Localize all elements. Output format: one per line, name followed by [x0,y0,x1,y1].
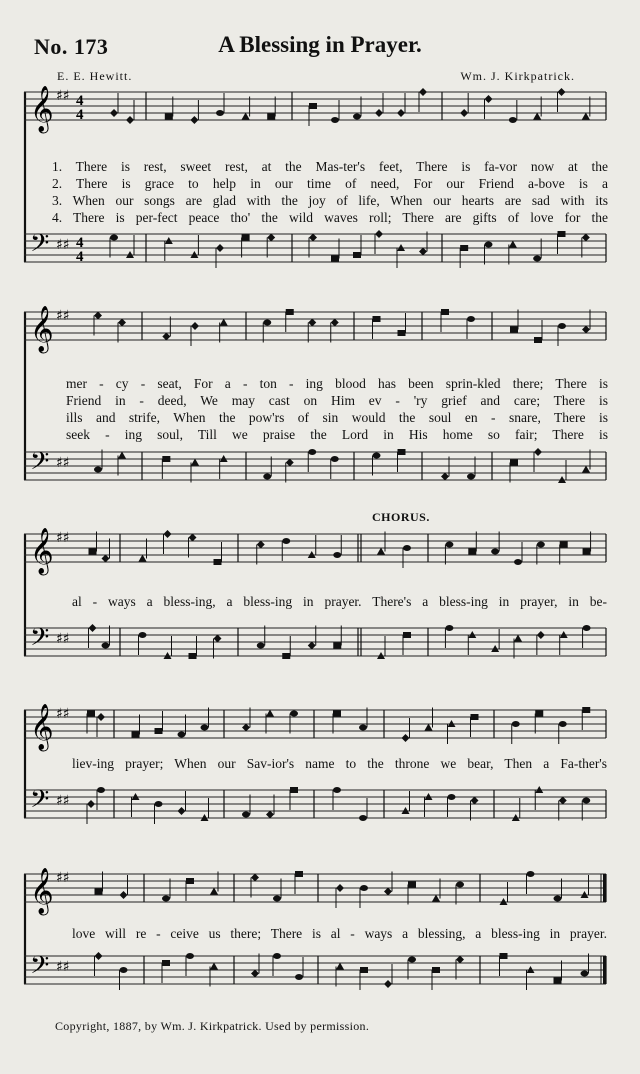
note-head [331,256,339,262]
sharp-icon: ♯♯ [56,959,70,975]
composer-credit: Wm. J. Kirkpatrick. [460,69,575,83]
note-head [178,807,186,815]
note-head [273,953,281,959]
treble-clef-icon: 𝄞 [30,704,54,750]
note-head [308,449,316,455]
note-head [425,724,433,731]
note-head [509,117,517,123]
note-head [191,322,199,330]
note-head [512,721,520,727]
note-head [290,711,298,717]
sharp-icon: ♯♯ [56,870,70,886]
note-head [468,549,476,555]
note-head [162,333,170,341]
note-head [582,707,590,713]
music-system-1 [24,86,608,282]
note-head [456,956,464,964]
note-head [514,635,522,642]
note-head [359,725,367,731]
note-head [273,896,281,902]
note-head [162,960,170,966]
note-head [583,625,591,631]
note-head [582,326,590,334]
lyric-line: Friend in - deed, We may cast on Him ev - 'ry grief and care; There is [66,393,608,408]
note-head [242,812,250,818]
note-head [251,970,259,978]
note-head [403,632,411,638]
note-head [216,244,224,252]
time-signature: 4 [76,249,84,265]
staff-system-5 [24,868,606,1018]
bass-clef-icon: 𝄢 [30,785,50,820]
note-head [282,653,290,659]
note-head [471,714,479,720]
note-head [94,312,102,320]
note-head [445,542,453,548]
note-head [94,467,102,473]
note-head [333,643,341,649]
bass-clef-icon: 𝄢 [30,229,50,264]
lyric-line: love will re - ceive us there; There is al - ways a blessing, a bless-ing in prayer. [72,926,607,941]
lyric-line: 2. There is grace to help in our time of need, For our Friend a-bove is a [52,176,608,191]
note-head [398,330,406,336]
lyric-line: 3. When our songs are glad with the joy of life, When our hearts are sad with its [52,193,608,208]
hymn-number: No. 173 [34,34,109,59]
note-head [139,555,147,562]
time-signature: 4 [76,93,84,109]
note-head [514,559,522,565]
note-head [242,724,250,732]
verse-lyrics-1 [52,158,608,226]
note-head [582,798,590,804]
note-head [282,538,290,544]
note-head [132,732,140,738]
note-head [162,456,170,462]
note-head [266,811,274,819]
note-head [336,963,344,970]
note-head [333,787,341,793]
sharp-icon: ♯♯ [56,308,70,324]
note-head [554,896,562,902]
note-head [535,711,543,717]
sharp-icon: ♯♯ [56,88,70,104]
note-head [333,552,341,558]
note-head [402,734,410,742]
treble-clef-icon: 𝄞 [30,528,54,574]
note-head [216,110,224,116]
note-head [581,971,589,977]
note-head [527,871,535,877]
treble-clef-icon: 𝄞 [30,868,54,914]
bass-clef-icon: 𝄢 [30,623,50,658]
note-head [558,323,566,329]
note-head [102,643,110,649]
note-head [534,448,542,456]
note-head [263,474,271,480]
note-head [295,871,303,877]
music-system-2 [24,300,606,490]
treble-staff [24,86,606,134]
note-head [397,109,405,117]
note-head [155,801,163,807]
note-head [251,874,259,882]
note-head [509,241,517,248]
note-head [558,231,566,237]
note-head [333,711,341,717]
treble-staff [24,868,606,916]
note-head [375,230,383,238]
music-system-4 [24,704,606,854]
note-head [441,473,449,481]
note-head [353,252,361,258]
note-head [110,109,118,117]
note-head [408,957,416,963]
copyright-notice: Copyright, 1887, by Wm. J. Kirkpatrick. Used by permission. [55,1019,370,1033]
note-head [309,103,317,109]
note-head [120,891,128,899]
note-head [286,309,294,315]
note-head [554,978,562,984]
note-head [331,117,339,123]
note-head [534,337,542,343]
note-head [398,449,406,455]
note-head [286,459,294,467]
verse-lyrics-2 [66,375,608,443]
lyric-line: mer - cy - seat, For a - ton - ing blood has been sprin-kled there; There is [66,376,608,391]
note-head [267,114,275,120]
final-bar-line [603,874,606,902]
note-head [118,319,126,327]
sharp-icon: ♯♯ [56,455,70,471]
music-system-5 [24,868,606,1018]
bass-staff [24,447,606,483]
note-head [155,728,163,734]
time-signature: 4 [76,107,84,123]
note-head [190,116,198,124]
treble-clef-icon: 𝄞 [30,306,54,352]
treble-clef-icon: 𝄞 [30,86,54,132]
bass-staff [24,951,606,990]
note-head [560,542,568,548]
note-head [189,653,197,659]
note-head [87,711,95,717]
note-head [485,242,493,248]
sharp-icon: ♯♯ [56,793,70,809]
note-head [432,895,440,902]
note-head [582,113,590,120]
note-head [419,88,427,96]
note-head [419,248,427,256]
note-head [373,316,381,322]
note-head [97,787,105,793]
treble-staff [24,306,606,354]
note-head [448,794,456,800]
note-head [353,114,361,120]
note-head [460,245,468,251]
note-head [210,963,218,970]
note-head [377,548,385,555]
note-head [559,721,567,727]
note-head [408,882,416,888]
note-head [582,466,590,473]
note-head [118,452,126,459]
note-head [533,113,541,120]
note-head [309,234,317,242]
note-head [162,896,170,902]
note-head [201,725,209,731]
note-head [186,953,194,959]
note-head [460,109,468,117]
note-head [375,109,383,117]
note-head [441,309,449,315]
staff-system-4 [24,704,606,854]
note-head [336,884,344,892]
note-head [266,710,274,717]
treble-staff [24,528,606,576]
note-head [210,888,218,895]
note-head [87,800,95,808]
note-head [95,952,103,960]
bass-staff [24,785,606,824]
note-head [471,797,479,805]
note-head [583,549,591,555]
lyric-line: 1. There is rest, sweet rest, at the Mas-ter's feet, There is fa-vor now at the [52,159,608,174]
note-head [214,559,222,565]
note-head [485,95,493,103]
note-head [89,624,97,632]
chorus-label: CHORUS. [372,510,430,524]
note-head [360,885,368,891]
note-head [186,878,194,884]
bass-staff [24,623,606,659]
note-head [257,643,265,649]
note-head [384,980,392,988]
note-head [558,88,566,96]
treble-staff [24,704,606,752]
note-head [537,631,545,639]
note-head [308,642,316,650]
lyric-line: seek - ing soul, Till we praise the Lord in His home so fair; There is [66,427,608,442]
note-head [295,974,303,980]
note-head [331,319,339,327]
time-signature: 4 [76,235,84,251]
final-bar-line [603,956,606,984]
hymn-title: A Blessing in Prayer. [218,32,422,57]
note-head [491,549,499,555]
note-head [290,787,298,793]
lyric-line: ills and strife, When the pow'rs of sin would the soul en - snare, There is [66,410,608,425]
note-head [110,235,118,241]
lyricist-credit: E. E. Hewitt. [57,69,133,83]
note-head [89,549,97,555]
note-head [559,797,567,805]
note-head [191,459,199,466]
note-head [178,732,186,738]
sharp-icon: ♯♯ [56,631,70,647]
note-head [139,632,147,638]
note-head [533,256,541,262]
note-head [467,474,475,480]
note-head [102,555,110,563]
note-head [467,316,475,322]
note-head [97,713,105,721]
bass-clef-icon: 𝄢 [30,447,50,482]
lyric-line: liev-ing prayer; When our Sav-ior's name to the throne we bear, Then a Fa-ther's [72,756,607,771]
note-head [242,113,250,120]
bass-staff [24,229,606,268]
note-head [189,534,197,542]
bass-clef-icon: 𝄢 [30,951,50,986]
note-head [384,888,392,896]
note-head [456,882,464,888]
sharp-icon: ♯♯ [56,237,70,253]
note-head [267,234,275,242]
note-head [220,319,228,326]
note-head [164,530,172,538]
note-head [582,234,590,242]
note-head [432,967,440,973]
note-head [95,889,103,895]
lyric-line: al - ways a bless-ing, a bless-ing in prayer. There's a bless-ing in prayer, in be- [72,594,607,609]
sharp-icon: ♯♯ [56,706,70,722]
lyric-line: 4. There is per-fect peace tho' the wild waves roll; There are gifts of love for the [52,210,608,225]
note-head [403,545,411,551]
note-head [359,815,367,821]
note-head [120,967,128,973]
note-head [510,460,518,466]
note-head [126,116,134,124]
note-head [242,235,250,241]
note-head [373,453,381,459]
note-head [165,114,173,120]
music-system-3 [24,510,607,676]
note-head [445,625,453,631]
note-head [510,327,518,333]
note-head [331,456,339,462]
note-head [308,319,316,327]
note-head [257,541,265,549]
note-head [537,542,545,548]
note-head [214,635,222,643]
sharp-icon: ♯♯ [56,530,70,546]
note-head [500,953,508,959]
note-head [360,967,368,973]
note-head [263,320,271,326]
